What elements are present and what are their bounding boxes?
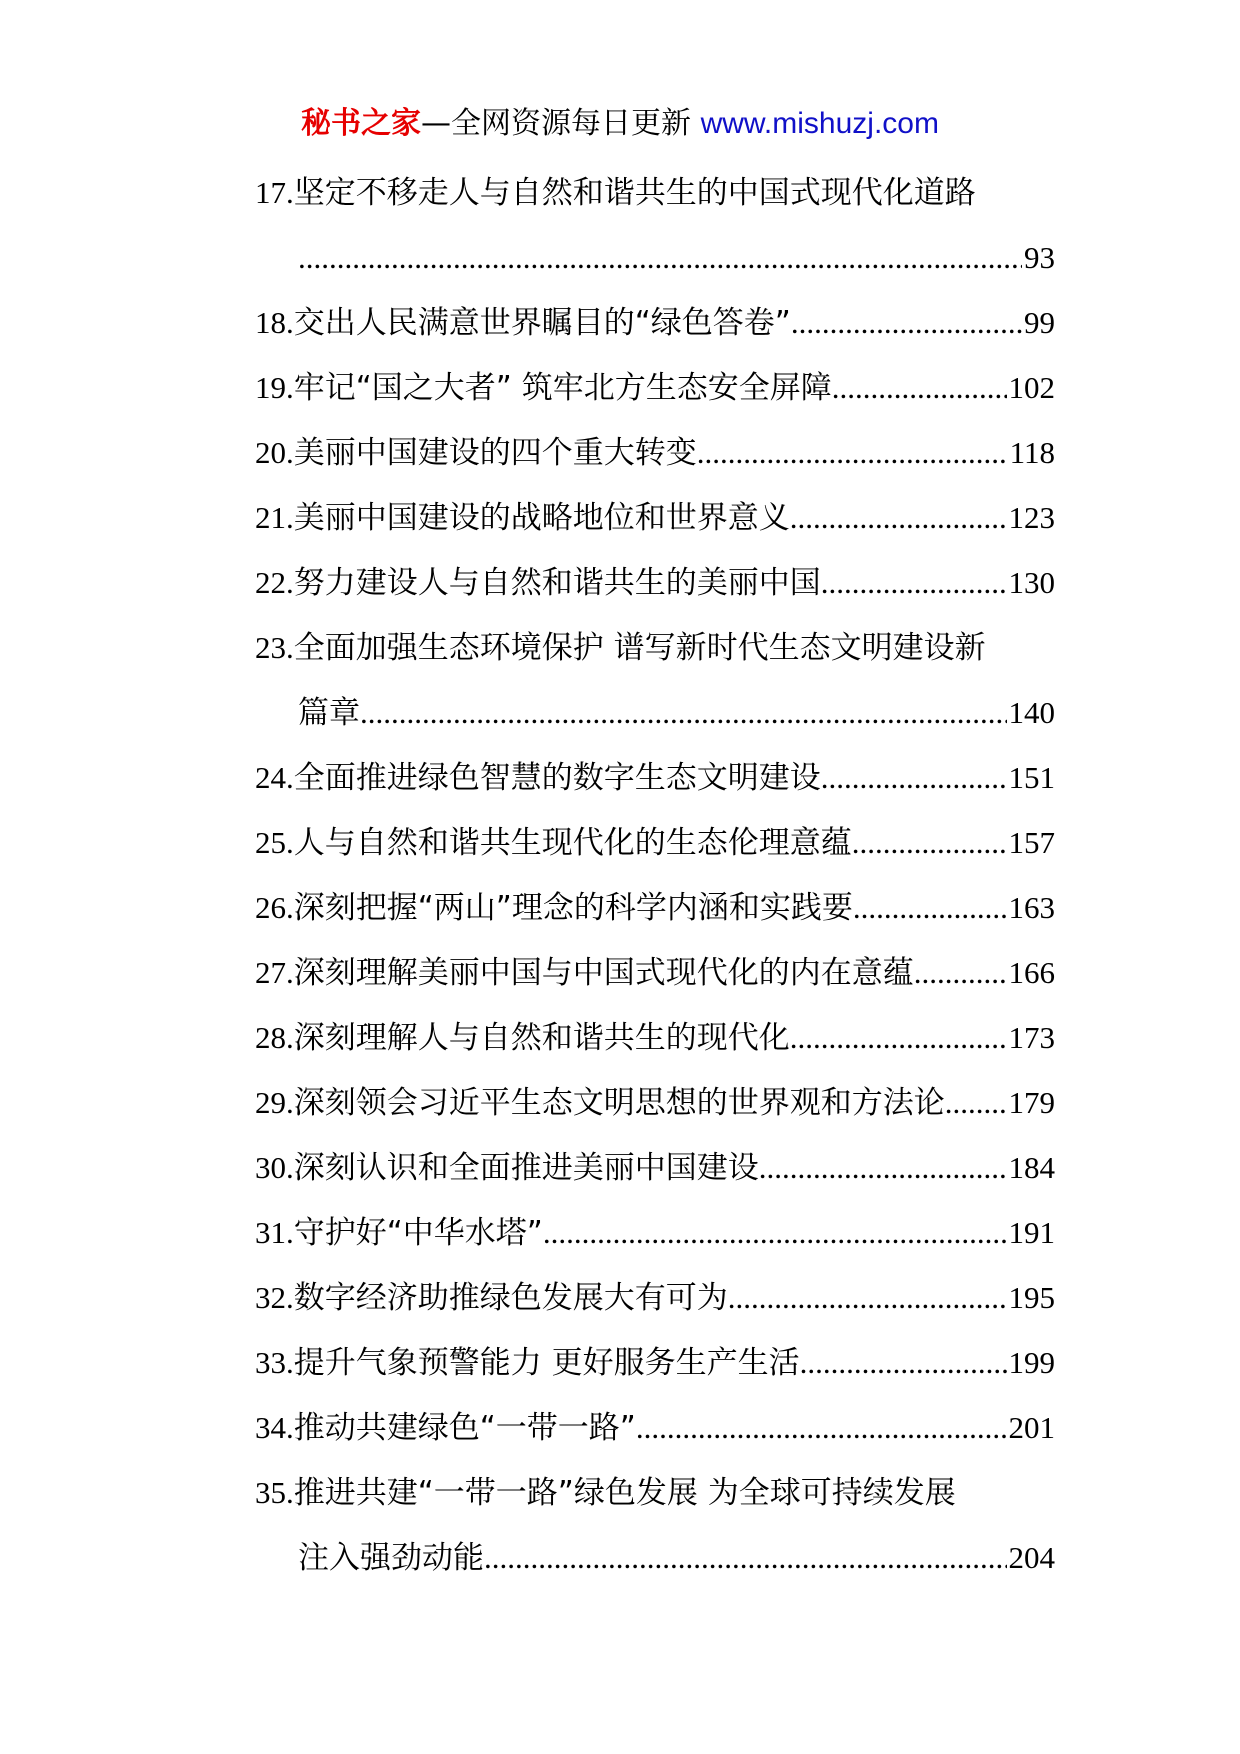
toc-entry-title: 深刻理解人与自然和谐共生的现代化 [293, 1020, 790, 1056]
toc-entry[interactable] [255, 290, 1055, 355]
toc-entry-number: 27. [255, 955, 294, 990]
toc-entry-number: 23. [255, 630, 294, 665]
toc-line [255, 1135, 1055, 1200]
brand-name: 秘书之家 [301, 106, 422, 141]
toc-page-number: 179 [1008, 1085, 1055, 1120]
toc-entry-title: 篇章 [298, 695, 360, 731]
toc-entry-title: 深刻领会习近平生态文明思想的世界观和方法论 [293, 1085, 945, 1121]
dot-leader [800, 1330, 1007, 1395]
toc-entry-title: 推动共建绿色“一带一路” [293, 1410, 636, 1446]
toc-entry-number: 18. [255, 305, 294, 340]
toc-entry[interactable] [255, 745, 1055, 810]
toc-entry[interactable] [255, 1005, 1055, 1070]
dot-leader [636, 1395, 1007, 1460]
dot-leader [298, 225, 1022, 290]
toc-entry[interactable] [255, 160, 1055, 290]
toc-entry-number: 17. [255, 175, 294, 210]
toc-entry-number: 19. [255, 370, 294, 405]
toc-page-number: 140 [1008, 695, 1055, 730]
dot-leader [360, 680, 1007, 745]
dot-leader [821, 745, 1007, 810]
toc-line [255, 1525, 1055, 1590]
toc-entry-number: 33. [255, 1345, 294, 1380]
dot-leader [790, 1005, 1007, 1070]
toc-page-number: 184 [1008, 1150, 1055, 1185]
toc-entry-number: 32. [255, 1280, 294, 1315]
toc-entry-title: 人与自然和谐共生现代化的生态伦理意蕴 [293, 825, 852, 861]
toc-page-number: 157 [1008, 825, 1055, 860]
toc-page-number: 102 [1008, 370, 1055, 405]
toc-line [255, 680, 1055, 745]
toc-entry-number: 22. [255, 565, 294, 600]
toc-entry[interactable] [255, 355, 1055, 420]
dot-leader [914, 940, 1007, 1005]
toc-page-number: 166 [1008, 955, 1055, 990]
toc-entry-title: 全面推进绿色智慧的数字生态文明建设 [293, 760, 821, 796]
toc-entry-number: 24. [255, 760, 294, 795]
toc-entry-number: 26. [255, 890, 294, 925]
toc-page-number: 151 [1008, 760, 1055, 795]
dot-leader [852, 810, 1007, 875]
dot-leader [697, 420, 1008, 485]
toc-page-number: 195 [1008, 1280, 1055, 1315]
toc-entry-title: 交出人民满意世界瞩目的“绿色答卷” [293, 305, 791, 341]
toc-entry[interactable] [255, 1200, 1055, 1265]
toc-line [255, 875, 1055, 940]
toc-entry-title: 深刻理解美丽中国与中国式现代化的内在意蕴 [293, 955, 914, 991]
toc-entry-number: 20. [255, 435, 294, 470]
toc-entry-number: 21. [255, 500, 294, 535]
toc-entry-title: 提升气象预警能力 更好服务生产生活 [293, 1345, 800, 1381]
toc-line [255, 745, 1055, 810]
toc-page-number: 204 [1008, 1540, 1055, 1575]
toc-page-number: 191 [1008, 1215, 1055, 1250]
toc-entry[interactable] [255, 420, 1055, 485]
toc-entry-number: 34. [255, 1410, 294, 1445]
toc-entry-title: 全面加强生态环境保护 谱写新时代生态文明建设新 [293, 630, 986, 666]
dot-leader [759, 1135, 1007, 1200]
toc-page-number: 130 [1008, 565, 1055, 600]
toc-line [255, 290, 1055, 355]
dot-leader [832, 355, 1007, 420]
toc-line [255, 485, 1055, 550]
toc-page-number: 199 [1008, 1345, 1055, 1380]
toc-entry-title: 坚定不移走人与自然和谐共生的中国式现代化道路 [293, 175, 976, 211]
toc-entry-title: 深刻认识和全面推进美丽中国建设 [293, 1150, 759, 1186]
dot-leader [853, 875, 1007, 940]
toc-entry-title: 注入强劲动能 [298, 1540, 484, 1576]
table-of-contents [255, 160, 1055, 1590]
dot-leader [543, 1200, 1007, 1265]
toc-page-number: 118 [1009, 435, 1055, 470]
toc-line [255, 225, 1055, 290]
toc-line [255, 1460, 1055, 1525]
toc-entry-number: 31. [255, 1215, 294, 1250]
toc-page-number: 201 [1008, 1410, 1055, 1445]
toc-entry[interactable] [255, 1265, 1055, 1330]
toc-line [255, 1330, 1055, 1395]
toc-line [255, 1200, 1055, 1265]
toc-line [255, 355, 1055, 420]
document-header [0, 100, 1240, 148]
toc-entry-number: 25. [255, 825, 294, 860]
toc-entry[interactable] [255, 940, 1055, 1005]
toc-line [255, 1005, 1055, 1070]
toc-entry-title: 美丽中国建设的四个重大转变 [293, 435, 697, 471]
header-slogan: —全网资源每日更新 [421, 106, 701, 141]
dot-leader [790, 485, 1007, 550]
dot-leader [945, 1070, 1007, 1135]
toc-entry[interactable] [255, 1330, 1055, 1395]
toc-entry-title: 美丽中国建设的战略地位和世界意义 [293, 500, 790, 536]
toc-page-number: 173 [1008, 1020, 1055, 1055]
toc-line [255, 810, 1055, 875]
toc-entry[interactable] [255, 1460, 1055, 1590]
toc-line [255, 1395, 1055, 1460]
dot-leader [791, 290, 1022, 355]
toc-line [255, 940, 1055, 1005]
toc-page-number: 99 [1024, 305, 1055, 340]
toc-line [255, 1070, 1055, 1135]
toc-entry-title: 深刻把握“两山”理念的科学内涵和实践要 [293, 890, 853, 926]
toc-line [255, 550, 1055, 615]
toc-entry[interactable] [255, 1135, 1055, 1200]
toc-line [255, 1265, 1055, 1330]
toc-entry[interactable] [255, 550, 1055, 615]
toc-entry-title: 牢记“国之大者” 筑牢北方生态安全屏障 [293, 370, 832, 406]
toc-line [255, 160, 1055, 225]
dot-leader [484, 1525, 1007, 1590]
toc-entry-number: 30. [255, 1150, 294, 1185]
toc-entry[interactable] [255, 1070, 1055, 1135]
toc-entry[interactable] [255, 615, 1055, 745]
header-url[interactable]: www.mishuzj.com [700, 107, 939, 140]
dot-leader [728, 1265, 1007, 1330]
toc-line [255, 615, 1055, 680]
toc-entry-number: 29. [255, 1085, 294, 1120]
toc-entry-number: 35. [255, 1475, 294, 1510]
toc-entry-title: 努力建设人与自然和谐共生的美丽中国 [293, 565, 821, 601]
toc-page-number: 123 [1008, 500, 1055, 535]
toc-entry[interactable] [255, 810, 1055, 875]
toc-page-number: 93 [1024, 240, 1055, 275]
toc-line [255, 420, 1055, 485]
dot-leader [821, 550, 1007, 615]
toc-entry-title: 数字经济助推绿色发展大有可为 [293, 1280, 728, 1316]
toc-entry-title: 守护好“中华水塔” [293, 1215, 543, 1251]
toc-entry-number: 28. [255, 1020, 294, 1055]
toc-entry-title: 推进共建“一带一路”绿色发展 为全球可持续发展 [293, 1475, 956, 1511]
toc-page-number: 163 [1008, 890, 1055, 925]
toc-entry[interactable] [255, 1395, 1055, 1460]
toc-entry[interactable] [255, 485, 1055, 550]
toc-entry[interactable] [255, 875, 1055, 940]
